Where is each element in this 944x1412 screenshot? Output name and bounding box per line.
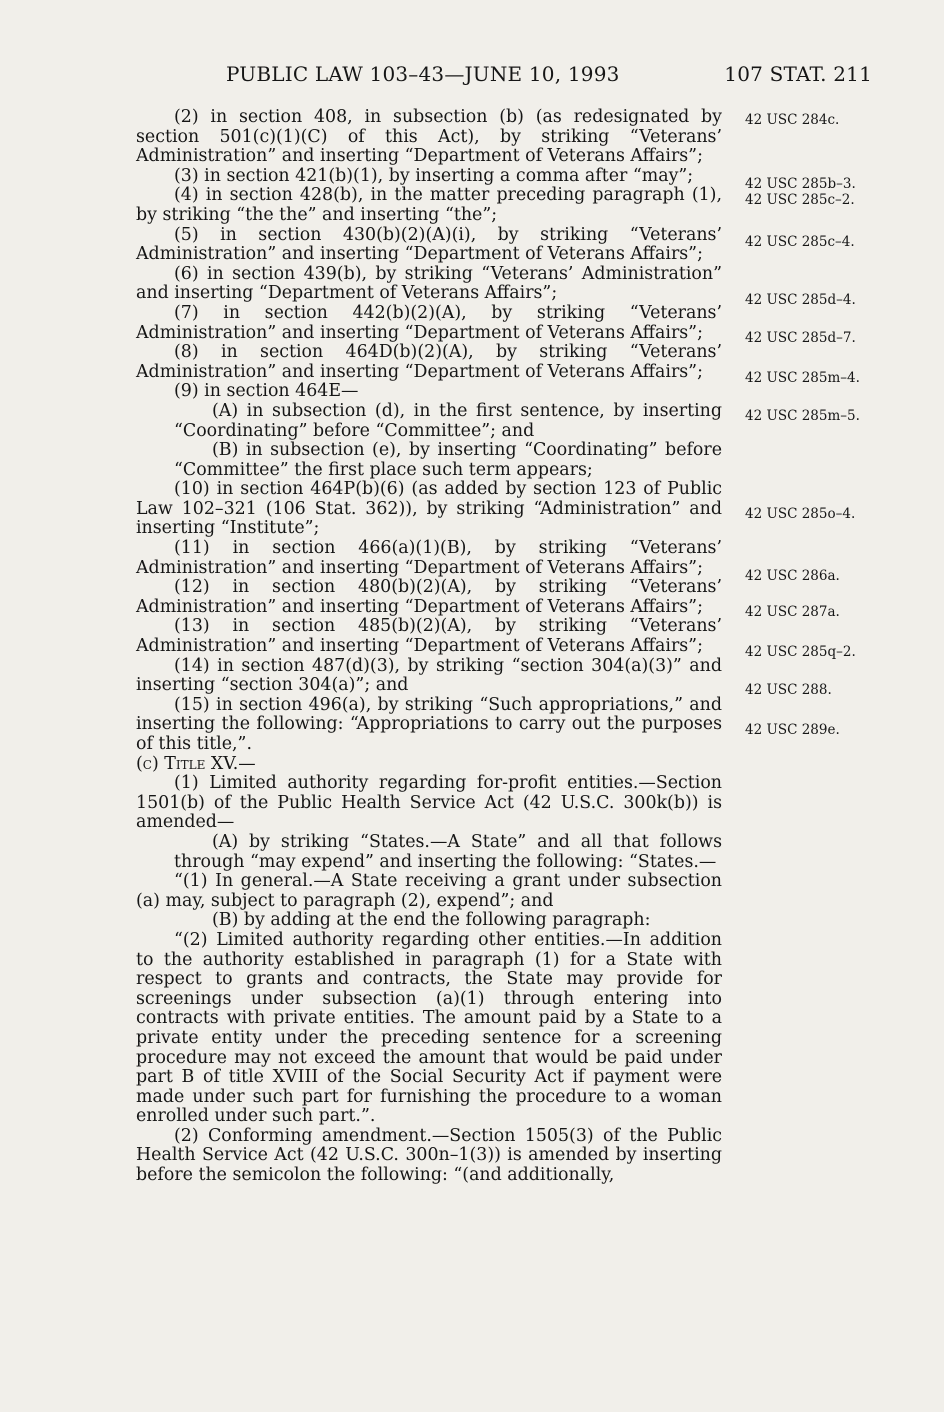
statute-body <box>136 108 722 1186</box>
margin-note: 42 USC 285c–4. <box>745 234 855 250</box>
margin-note: 42 USC 285d–4. <box>745 292 856 308</box>
paragraph-c1: (1) Limited authority regarding for-profit entities.—Section 1501(b) of the Public Health Service Act (42 U.S.C. 300k(b)) is amended— <box>136 773 722 833</box>
quoted-paragraph-2: “(2) Limited authority regarding other entities.—In addition to the authority established in paragraph (1) for a State with respect to grants and contracts, the State may provide for screenings under subsection (a)(1) through entering into contracts with private entities. The amount paid by a State to a private entity under the preceding sentence for a screening procedure may not exceed the amount that would be paid under part B of title XVIII of the Social Security Act if payment were made under such part for furnishing the procedure to a woman enrolled under such part.”. <box>136 929 722 1127</box>
subparagraph-9b: (B) in subsection (e), by inserting “Coordinating” before “Committee” the first place such term appears; <box>174 440 722 480</box>
paragraph-7: (7) in section 442(b)(2)(A), by striking “Veterans’ Administration” and inserting “Department of Veterans Affairs”; <box>136 302 722 343</box>
margin-note: 42 USC 285d–7. <box>745 330 856 346</box>
paragraph-3: (3) in section 421(b)(1), by inserting a comma after “may”; <box>174 165 694 186</box>
margin-note: 42 USC 285m–4. <box>745 370 860 386</box>
margin-note: 42 USC 284c. <box>745 112 840 128</box>
paragraph-8: (8) in section 464D(b)(2)(A), by striking “Veterans’ Administration” and inserting “Department of Veterans Affairs”; <box>136 342 722 382</box>
subparagraph-c1b: (B) by adding at the end the following paragraph: <box>212 910 651 931</box>
margin-note: 42 USC 285c–2. <box>745 192 855 208</box>
header-title: PUBLIC LAW 103–43—JUNE 10, 1993 <box>226 62 620 86</box>
paragraph-10: (10) in section 464P(b)(6) (as added by section 123 of Public Law 102–321 (106 Stat. 362)), by striking “Administration” and inserting “Institute”; <box>136 479 722 539</box>
paragraph-6: (6) in section 439(b), by striking “Veterans’ Administration” and inserting “Department of Veterans Affairs”; <box>136 263 722 304</box>
paragraph-12: (12) in section 480(b)(2)(A), by striking “Veterans’ Administration” and inserting “Department of Veterans Affairs”; <box>136 577 722 617</box>
margin-note: 42 USC 285m–5. <box>745 408 860 424</box>
paragraph-13: (13) in section 485(b)(2)(A), by striking “Veterans’ Administration” and inserting “Department of Veterans Affairs”; <box>136 616 722 657</box>
paragraph-2: (2) in section 408, in subsection (b) (as redesignated by section 501(c)(1)(C) of this Act), by striking “Veterans’ Administration” and inserting “Department of Veterans Affairs”; <box>136 107 722 167</box>
paragraph-15: (15) in section 496(a), by striking “Such appropriations,” and inserting the following: “Appropriations to carry out the purposes of this title,”. <box>136 694 722 754</box>
paragraph-4: (4) in section 428(b), in the matter preceding paragraph (1), by striking “the the” and inserting “the”; <box>136 185 722 225</box>
subparagraph-9a: (A) in subsection (d), in the first sentence, by inserting “Coordinating” before “Committee”; and <box>174 400 722 441</box>
header-stat-page: 107 STAT. 211 <box>724 62 872 86</box>
margin-note: 42 USC 285q–2. <box>745 644 856 660</box>
subparagraph-c1a: (A) by striking “States.—A State” and all that follows through “may expend” and inserting the following: “States.— <box>174 831 722 872</box>
margin-note: 42 USC 286a. <box>745 568 840 584</box>
margin-note: 42 USC 285o–4. <box>745 506 856 522</box>
margin-note: 42 USC 289e. <box>745 722 840 738</box>
paragraph-14: (14) in section 487(d)(3), by striking “section 304(a)(3)” and inserting “section 304(a)”; and <box>136 655 722 696</box>
margin-note: 42 USC 288. <box>745 682 832 698</box>
paragraph-11: (11) in section 466(a)(1)(B), by striking “Veterans’ Administration” and inserting “Department of Veterans Affairs”; <box>136 538 722 578</box>
running-header <box>136 62 872 92</box>
quoted-paragraph-1: “(1) In general.—A State receiving a grant under subsection (a) may, subject to paragraph (2), expend”; and <box>136 871 722 911</box>
paragraph-5: (5) in section 430(b)(2)(A)(i), by striking “Veterans’ Administration” and inserting “Department of Veterans Affairs”; <box>136 224 722 265</box>
margin-note: 42 USC 285b–3. <box>745 176 856 192</box>
paragraph-9: (9) in section 464E— <box>174 381 359 402</box>
margin-note: 42 USC 287a. <box>745 604 840 620</box>
paragraph-c2: (2) Conforming amendment.—Section 1505(3) of the Public Health Service Act (42 U.S.C. 300n–1(3)) is amended by inserting before the semicolon the following: “(and additionally, <box>136 1125 722 1186</box>
subsection-c-heading: (c) Title XV.— <box>136 753 256 774</box>
